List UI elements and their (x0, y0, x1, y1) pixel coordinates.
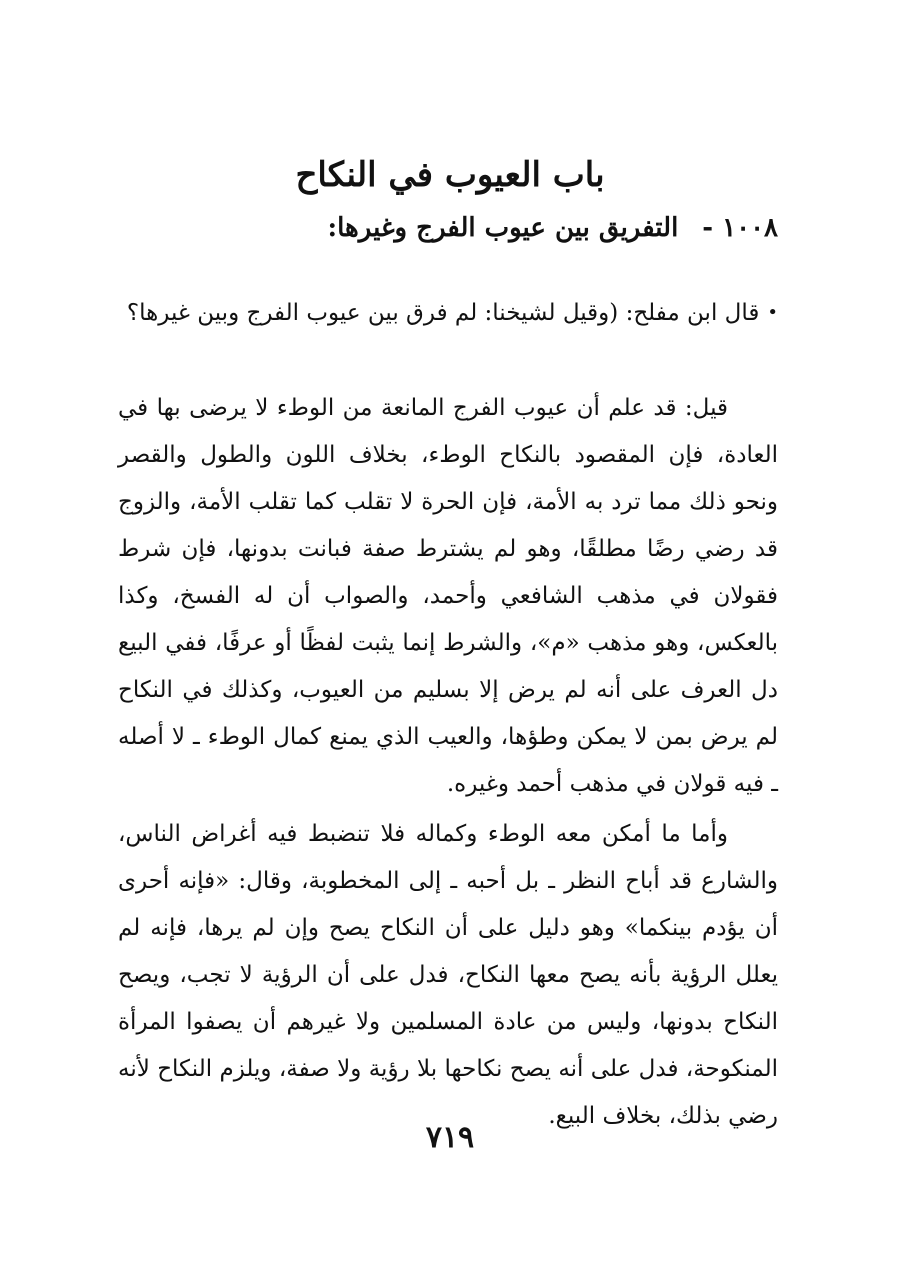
body-paragraph-1: قيل: قد علم أن عيوب الفرج المانعة من الوطء لا يرضى بها في العادة، فإن المقصود بالنكاح الوطء، بخلاف اللون والطول والقصر ونحو ذلك مما ترد به الأمة، فإن الحرة لا تقلب كما تقلب الأمة، والزوج قد رضي رضًا مطلقًا، وهو لم يشترط صفة فبانت بدونها، فإن شرط فقولان في مذهب الشافعي وأحمد، والصواب أن له الفسخ، وكذا بالعكس، وهو مذهب «م»، والشرط إنما يثبت لفظًا أو عرفًا، ففي البيع دل العرف على أنه لم يرض إلا بسليم من العيوب، وكذلك في النكاح لم يرض بمن لا يمكن وطؤها، والعيب الذي يمنع كمال الوطء ـ لا أصله ـ فيه قولان في مذهب أحمد وغيره. (118, 395, 778, 797)
body-paragraph-2: وأما ما أمكن معه الوطء وكماله فلا تنضبط فيه أغراض الناس، والشارع قد أباح النظر ـ بل أحبه ـ إلى المخطوبة، وقال: «فإنه أحرى أن يؤدم بينكما» وهو دليل على أن النكاح يصح وإن لم يرها، فإنه لم يعلل الرؤية بأنه يصح معها النكاح، فدل على أن الرؤية لا تجب، ويصح النكاح بدونها، وليس من عادة المسلمين ولا غيرهم أن يصفوا المرأة المنكوحة، فدل على أنه يصح نكاحها بلا رؤية ولا صفة، ويلزم النكاح لأنه رضي بذلك، بخلاف البيع. (118, 821, 778, 1129)
section-heading (118, 208, 778, 248)
quote-paragraph (118, 289, 778, 337)
bullet-icon: • (767, 302, 778, 323)
quote-text: قال ابن مفلح: (وقيل لشيخنا: لم فرق بين عيوب الفرج وبين غيرها؟ (126, 300, 760, 326)
section-heading-text: التفريق بين عيوب الفرج وغيرها: (327, 213, 679, 243)
page-number: ٧١٩ (425, 1120, 475, 1155)
chapter-title: باب العيوب في النكاح (295, 154, 605, 195)
section-number: ١٠٠٨ - (702, 213, 778, 243)
